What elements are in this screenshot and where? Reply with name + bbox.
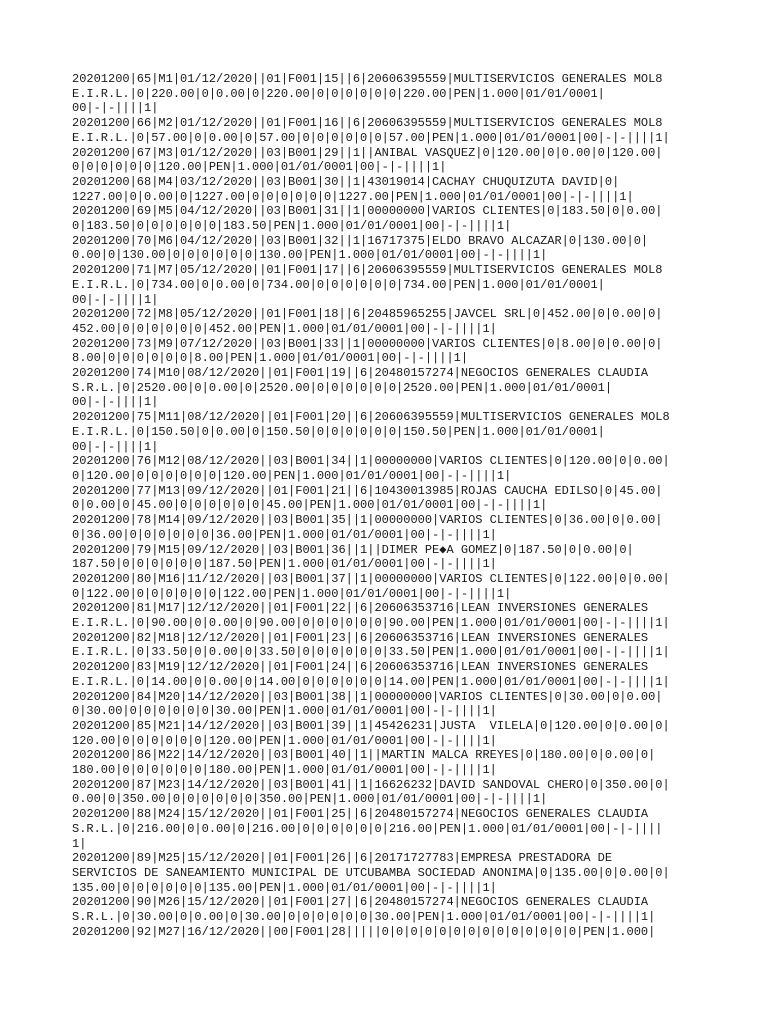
record-line: 00|-|-||||1|	[72, 292, 159, 307]
record-line: 180.00|0|0|0|0|0|0|180.00|PEN|1.000|01/01/0001|00|-|-||||1|	[72, 763, 497, 778]
record-line: 20201200|90|M26|15/12/2020||01|F001|27||6|20480157274|NEGOCIOS GENERALES CLAUDIA	[72, 895, 649, 910]
record-line: 20201200|78|M14|09/12/2020||03|B001|35||1|00000000|VARIOS CLIENTES|0|36.00|0|0.00|	[72, 513, 663, 528]
record-line: 20201200|68|M4|03/12/2020||03|B001|30||1|43019014|CACHAY CHUQUIZUTA DAVID|0|	[72, 174, 620, 189]
document-page	[72, 72, 712, 939]
record-line: 0|122.00|0|0|0|0|0|0|122.00|PEN|1.000|01/01/0001|00|-|-||||1|	[72, 586, 512, 601]
record-line: 20201200|74|M10|08/12/2020||01|F001|19||6|20480157274|NEGOCIOS GENERALES CLAUDIA	[72, 366, 649, 381]
record-line: 20201200|69|M5|04/12/2020||03|B001|31||1|00000000|VARIOS CLIENTES|0|183.50|0|0.00|	[72, 204, 663, 219]
record-line: 135.00|0|0|0|0|0|0|135.00|PEN|1.000|01/01/0001|00|-|-||||1|	[72, 880, 497, 895]
record-line: 20201200|73|M9|07/12/2020||03|B001|33||1|00000000|VARIOS CLIENTES|0|8.00|0|0.00|0|	[72, 336, 663, 351]
record-line: 20201200|77|M13|09/12/2020||01|F001|21||6|10430013985|ROJAS CAUCHA EDILSO|0|45.00|	[72, 483, 663, 498]
record-line: 452.00|0|0|0|0|0|0|452.00|PEN|1.000|01/01/0001|00|-|-||||1|	[72, 321, 497, 336]
record-line: S.R.L.|0|216.00|0|0.00|0|216.00|0|0|0|0|0|0|216.00|PEN|1.000|01/01/0001|00|-|-||||	[72, 821, 663, 836]
record-line: E.I.R.L.|0|57.00|0|0.00|0|57.00|0|0|0|0|0|0|57.00|PEN|1.000|01/01/0001|00|-|-||||1|	[72, 130, 670, 145]
record-line: 20201200|81|M17|12/12/2020||01|F001|22||6|20606353716|LEAN INVERSIONES GENERALES	[72, 601, 649, 616]
record-line: E.I.R.L.|0|33.50|0|0.00|0|33.50|0|0|0|0|0|0|33.50|PEN|1.000|01/01/0001|00|-|-||||1|	[72, 645, 670, 660]
record-line: 0.00|0|130.00|0|0|0|0|0|0|130.00|PEN|1.000|01/01/0001|00|-|-||||1|	[72, 248, 548, 263]
record-line: 20201200|67|M3|01/12/2020||03|B001|29||1||ANIBAL VASQUEZ|0|120.00|0|0.00|0|120.00|	[72, 145, 663, 160]
record-line: 20201200|72|M8|05/12/2020||01|F001|18||6|20485965255|JAVCEL SRL|0|452.00|0|0.00|0|	[72, 307, 663, 322]
record-line: 20201200|75|M11|08/12/2020||01|F001|20||6|20606395559|MULTISERVICIOS GENERALES MOL8	[72, 410, 670, 425]
record-line: E.I.R.L.|0|14.00|0|0.00|0|14.00|0|0|0|0|0|0|14.00|PEN|1.000|01/01/0001|00|-|-||||1|	[72, 674, 670, 689]
record-line: 0|0.00|0|45.00|0|0|0|0|0|0|45.00|PEN|1.000|01/01/0001|00|-|-||||1|	[72, 498, 548, 513]
record-line: 20201200|87|M23|14/12/2020||03|B001|41||1|16626232|DAVID SANDOVAL CHERO|0|350.00|0|	[72, 777, 670, 792]
record-line: 187.50|0|0|0|0|0|0|187.50|PEN|1.000|01/01/0001|00|-|-||||1|	[72, 557, 497, 572]
record-line: E.I.R.L.|0|90.00|0|0.00|0|90.00|0|0|0|0|0|0|90.00|PEN|1.000|01/01/0001|00|-|-||||1|	[72, 616, 670, 631]
record-line: 20201200|66|M2|01/12/2020||01|F001|16||6|20606395559|MULTISERVICIOS GENERALES MOL8	[72, 116, 663, 131]
record-line: 8.00|0|0|0|0|0|0|8.00|PEN|1.000|01/01/0001|00|-|-||||1|	[72, 351, 469, 366]
record-line: E.I.R.L.|0|220.00|0|0.00|0|220.00|0|0|0|0|0|0|220.00|PEN|1.000|01/01/0001|	[72, 86, 605, 101]
record-line: 20201200|88|M24|15/12/2020||01|F001|25||6|20480157274|NEGOCIOS GENERALES CLAUDIA	[72, 807, 649, 822]
record-list	[72, 72, 712, 939]
record-line: 20201200|79|M15|09/12/2020||03|B001|36||1||DIMER PE◆A GOMEZ|0|187.50|0|0.00|0|	[72, 542, 634, 557]
record-line: 20201200|82|M18|12/12/2020||01|F001|23||6|20606353716|LEAN INVERSIONES GENERALES	[72, 630, 649, 645]
record-line: 0|30.00|0|0|0|0|0|0|30.00|PEN|1.000|01/01/0001|00|-|-||||1|	[72, 704, 497, 719]
record-line: 20201200|70|M6|04/12/2020||03|B001|32||1|16717375|ELDO BRAVO ALCAZAR|0|130.00|0|	[72, 233, 649, 248]
record-line: 120.00|0|0|0|0|0|0|120.00|PEN|1.000|01/01/0001|00|-|-||||1|	[72, 733, 497, 748]
record-line: E.I.R.L.|0|734.00|0|0.00|0|734.00|0|0|0|0|0|0|734.00|PEN|1.000|01/01/0001|	[72, 277, 605, 292]
record-line: 20201200|84|M20|14/12/2020||03|B001|38||1|00000000|VARIOS CLIENTES|0|30.00|0|0.00|	[72, 689, 663, 704]
record-line: 0|0|0|0|0|0|120.00|PEN|1.000|01/01/0001|00|-|-||||1|	[72, 160, 447, 175]
record-line: 20201200|76|M12|08/12/2020||03|B001|34||1|00000000|VARIOS CLIENTES|0|120.00|0|0.00|	[72, 454, 670, 469]
record-line: 1|	[72, 836, 87, 851]
record-line: 0.00|0|350.00|0|0|0|0|0|0|350.00|PEN|1.000|01/01/0001|00|-|-||||1|	[72, 792, 548, 807]
record-line: 0|183.50|0|0|0|0|0|0|183.50|PEN|1.000|01/01/0001|00|-|-||||1|	[72, 219, 512, 234]
record-line: 20201200|92|M27|16/12/2020||00|F001|28|||||0|0|0|0|0|0|0|0|0|0|0|0|0|0|PEN|1.000|	[72, 924, 656, 939]
record-line: E.I.R.L.|0|150.50|0|0.00|0|150.50|0|0|0|0|0|0|150.50|PEN|1.000|01/01/0001|	[72, 424, 605, 439]
record-line: 00|-|-||||1|	[72, 101, 159, 116]
record-line: 20201200|85|M21|14/12/2020||03|B001|39||1|45426231|JUSTA VILELA|0|120.00|0|0.00|0|	[72, 718, 670, 733]
record-line: 0|36.00|0|0|0|0|0|0|36.00|PEN|1.000|01/01/0001|00|-|-||||1|	[72, 527, 497, 542]
record-line: 20201200|89|M25|15/12/2020||01|F001|26||6|20171727783|EMPRESA PRESTADORA DE	[72, 851, 613, 866]
record-line: 20201200|65|M1|01/12/2020||01|F001|15||6|20606395559|MULTISERVICIOS GENERALES MOL8	[72, 72, 663, 86]
record-line: 0|120.00|0|0|0|0|0|0|120.00|PEN|1.000|01/01/0001|00|-|-||||1|	[72, 468, 512, 483]
record-line: S.R.L.|0|2520.00|0|0.00|0|2520.00|0|0|0|0|0|0|2520.00|PEN|1.000|01/01/0001|	[72, 380, 613, 395]
record-line: 00|-|-||||1|	[72, 395, 159, 410]
record-line: 20201200|86|M22|14/12/2020||03|B001|40||1||MARTIN MALCA RREYES|0|180.00|0|0.00|0|	[72, 748, 656, 763]
record-line: 20201200|83|M19|12/12/2020||01|F001|24||6|20606353716|LEAN INVERSIONES GENERALES	[72, 660, 649, 675]
record-line: SERVICIOS DE SANEAMIENTO MUNICIPAL DE UTCUBAMBA SOCIEDAD ANONIMA|0|135.00|0|0.00|0|	[72, 865, 670, 880]
record-line: S.R.L.|0|30.00|0|0.00|0|30.00|0|0|0|0|0|0|30.00|PEN|1.000|01/01/0001|00|-|-||||1|	[72, 910, 656, 925]
record-line: 1227.00|0|0.00|0|1227.00|0|0|0|0|0|0|1227.00|PEN|1.000|01/01/0001|00|-|-||||1|	[72, 189, 634, 204]
record-line: 00|-|-||||1|	[72, 439, 159, 454]
record-line: 20201200|71|M7|05/12/2020||01|F001|17||6|20606395559|MULTISERVICIOS GENERALES MOL8	[72, 263, 663, 278]
record-line: 20201200|80|M16|11/12/2020||03|B001|37||1|00000000|VARIOS CLIENTES|0|122.00|0|0.00|	[72, 571, 670, 586]
